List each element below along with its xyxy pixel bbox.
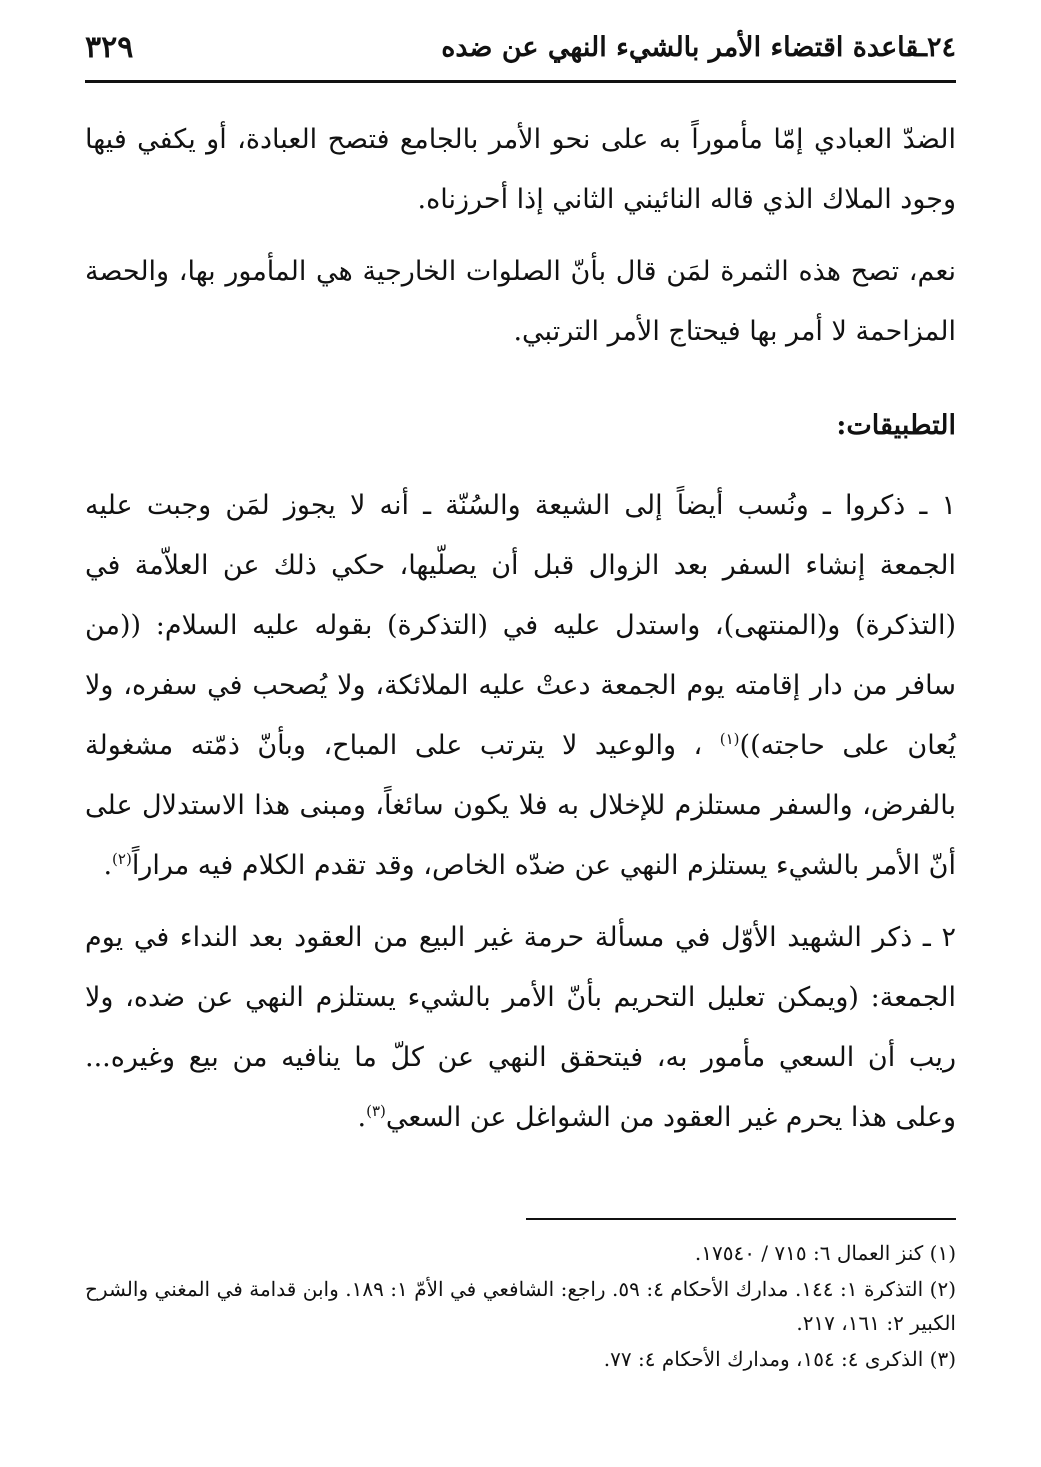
footnote-2: (٢) التذكرة ١: ١٤٤. مدارك الأحكام ٤: ٥٩. راجع: الشافعي في الأمّ ١: ١٨٩. وابن قدامة في المغني والشرح الكبير ٢: ١٦١، ٢١٧.: [85, 1277, 956, 1335]
paragraph-1: الضدّ العبادي إمّا مأموراً به على نحو الأمر بالجامع فتصح العبادة، أو يكفي فيها وجود الملاك الذي قاله النائيني الثاني إذا أحرزناه.: [85, 124, 956, 215]
paragraph-2: نعم، تصح هذه الثمرة لمَن قال بأنّ الصلوات الخارجية هي المأمور بها، والحصة المزاحمة لا أمر بها فيحتاج الأمر الترتبي.: [85, 256, 956, 347]
header-divider: [85, 80, 956, 83]
main-text: [85, 110, 956, 1160]
page-number: ٣٢٩: [85, 30, 134, 65]
paragraph-3-part-b: ، والوعيد لا يترتب على المباح، وبأنّ ذمّته مشغولة بالفرض، والسفر مستلزم للإخلال به فلا يكون سائغاً، ومبنى هذا الاستدلال على أنّ الأمر بالشيء يستلزم النهي عن ضدّه الخاص، وقد تقدم الكلام فيه مراراً: [85, 730, 956, 881]
paragraph-3: [85, 476, 956, 896]
paragraph-4-part-a: ٢ ـ ذكر الشهيد الأوّل في مسألة حرمة غير البيع من العقود بعد النداء في يوم الجمعة: (ويمكن تعليل التحريم بأنّ الأمر بالشيء يستلزم النهي عن ضده، ولا ريب أن السعي مأمور به، فيتحقق النهي عن كلّ ما ينافيه من بيع وغيره... وعلى هذا يحرم غير العقود من الشواغل عن السعي: [85, 922, 956, 1133]
paragraph-3-part-a: ١ ـ ذكروا ـ ونُسب أيضاً إلى الشيعة والسُنّة ـ أنه لا يجوز لمَن وجبت عليه الجمعة إنشاء السفر بعد الزوال قبل أن يصلّيها، حكي ذلك عن العلاّمة في (التذكرة) و(المنتهى)، واستدل عليه في (التذكرة) بقوله عليه السلام: ((من سافر من دار إقامته يوم الجمعة دعتْ عليه الملائكة، ولا يُصحب في سفره، ولا يُعان على حاجته)): [85, 490, 956, 761]
footnote-ref-1[interactable]: (١): [719, 730, 740, 748]
paragraph-4: [85, 908, 956, 1148]
footnote-3: (٣) الذكرى ٤: ١٥٤، ومدارك الأحكام ٤: ٧٧.: [603, 1347, 956, 1371]
footnotes: [85, 1236, 956, 1378]
footnote-1: (١) كنز العمال ٦: ٧١٥ / ١٧٥٤٠.: [694, 1241, 956, 1265]
footnote-ref-3[interactable]: (٣): [366, 1102, 386, 1120]
section-heading-applications: التطبيقات:: [836, 410, 956, 441]
footnote-divider: [526, 1218, 956, 1220]
paragraph-3-part-c: .: [103, 850, 113, 881]
footnote-ref-2[interactable]: (٢): [112, 850, 132, 868]
running-header-title: ٢٤ـقاعدة اقتضاء الأمر بالشيء النهي عن ضده: [441, 32, 956, 63]
paragraph-4-part-b: .: [357, 1102, 367, 1133]
